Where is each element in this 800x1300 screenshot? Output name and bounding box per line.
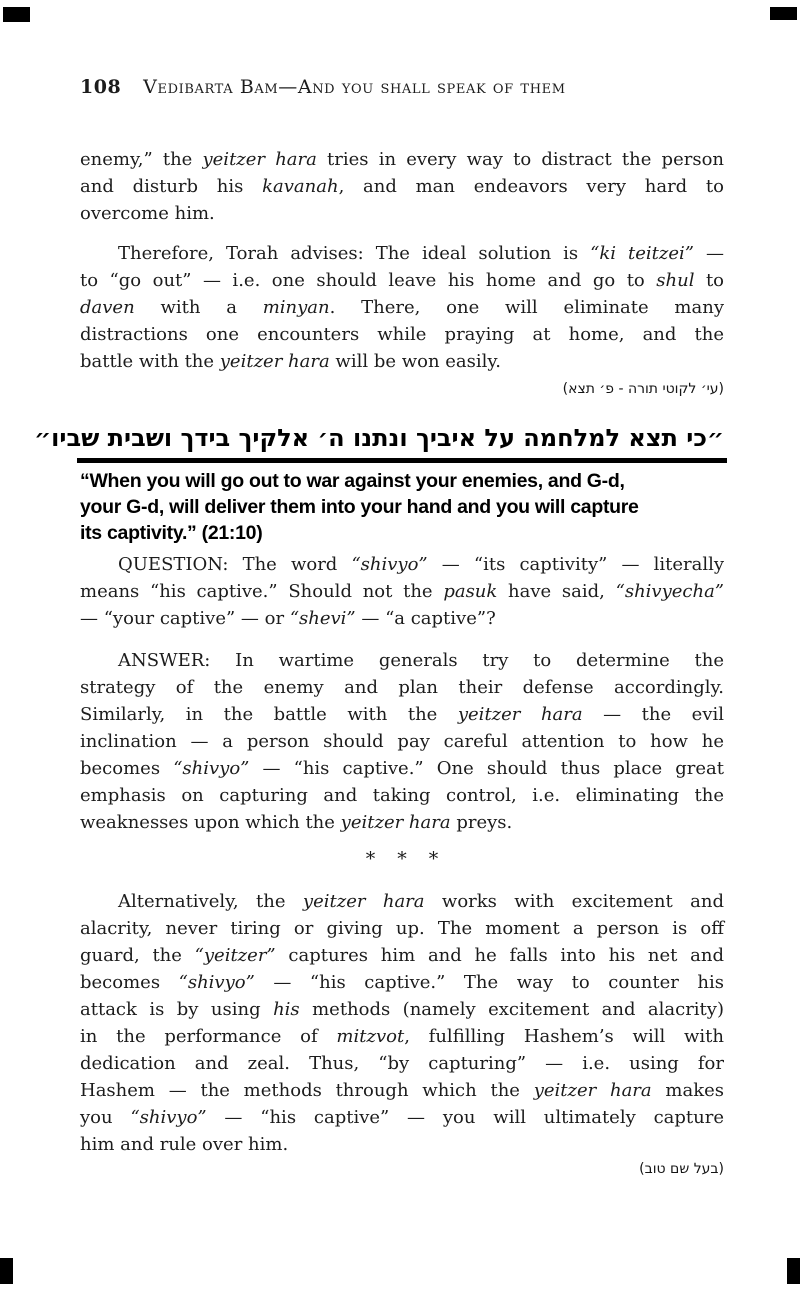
text-line <box>80 551 724 578</box>
text-line <box>80 674 724 701</box>
text-line <box>80 647 724 674</box>
text-segment: you <box>80 1107 131 1128</box>
text-segment: alacrity, never tiring or giving up. The moment a person is off <box>80 918 724 939</box>
italic-term: his <box>273 999 300 1020</box>
text-segment: — “its captivity” — literally <box>427 554 725 575</box>
text-segment: have said, <box>497 581 616 602</box>
italic-term: “shivyo” <box>130 1107 207 1128</box>
text-segment: Alternatively, the <box>118 891 303 912</box>
italic-term: yeitzer hara <box>202 149 317 170</box>
italic-term: yeitzer hara <box>219 351 330 372</box>
text-line <box>80 294 724 321</box>
text-segment: “When you will go out to war against your enemies, and G-d, <box>80 470 625 492</box>
text-segment: your G-d, will deliver them into your hand and you will capture <box>80 496 639 518</box>
italic-term: “shivyo” <box>178 972 255 993</box>
text-segment: works with excitement and <box>424 891 724 912</box>
text-line <box>80 520 724 546</box>
text-line <box>80 200 724 227</box>
text-segment: to <box>694 270 725 291</box>
text-line <box>80 701 724 728</box>
text-segment: means “his captive.” Should not the <box>80 581 444 602</box>
text-segment: Hashem — the methods through which the <box>80 1080 534 1101</box>
text-segment: — “your captive” — or <box>80 608 290 629</box>
text-segment: — “a captive”? <box>355 608 496 629</box>
text-segment: . There, one will eliminate many <box>329 297 724 318</box>
page-number: 108 <box>80 76 122 98</box>
text-line <box>80 1023 724 1050</box>
heading-divider-rule <box>77 458 727 463</box>
paragraph-therefore <box>80 240 724 375</box>
hebrew-verse-heading: ״כי תצא למלחמה על איביך ונתנו ה׳ אלקיך בידך ושבית שביו״ <box>34 424 724 452</box>
italic-term: “shevi” <box>289 608 356 629</box>
text-segment: QUESTION: The word <box>118 554 352 575</box>
text-segment: will be won easily. <box>329 351 501 372</box>
text-segment: weaknesses upon which the <box>80 812 341 833</box>
text-segment: dedication and zeal. Thus, “by capturing” — i.e. using for <box>80 1053 724 1074</box>
text-segment: ANSWER: In wartime generals try to determine the <box>118 650 724 671</box>
text-segment: distractions one encounters while praying at home, and the <box>80 324 724 345</box>
text-line <box>80 468 724 494</box>
text-line <box>80 915 724 942</box>
text-line <box>80 240 724 267</box>
text-segment: preys. <box>450 812 513 833</box>
italic-term: “yeitzer” <box>194 945 276 966</box>
scan-corner-mark-top-right <box>770 7 797 20</box>
text-segment: its captivity.” (21:10) <box>80 522 263 544</box>
italic-term: mitzvot <box>336 1026 405 1047</box>
text-segment: in the performance of <box>80 1026 337 1047</box>
text-line <box>80 348 724 375</box>
text-segment: to “go out” — i.e. one should leave his home and go to <box>80 270 657 291</box>
text-segment: inclination — a person should pay careful attention to how he <box>80 731 724 752</box>
text-segment: makes <box>651 1080 724 1101</box>
italic-term: “ki teitzei” <box>590 243 694 264</box>
text-segment: guard, the <box>80 945 195 966</box>
paragraph-question <box>80 551 724 632</box>
italic-term: shul <box>656 270 695 291</box>
source-citation-baal-shem-tov: (בעל שם טוב) <box>639 1161 724 1177</box>
text-segment: becomes <box>80 972 179 993</box>
text-segment: , fulfilling Hashem’s will with <box>404 1026 724 1047</box>
italic-term: yeitzer hara <box>457 704 583 725</box>
text-line <box>80 1077 724 1104</box>
text-line <box>80 1131 724 1158</box>
text-line <box>80 1104 724 1131</box>
text-line <box>80 969 724 996</box>
text-segment: attack is by using <box>80 999 274 1020</box>
text-line <box>80 578 724 605</box>
italic-term: yeitzer hara <box>533 1080 652 1101</box>
text-segment: with a <box>134 297 263 318</box>
text-line <box>80 809 724 836</box>
text-segment: — the evil <box>582 704 725 725</box>
text-segment: strategy of the enemy and plan their defense accordingly. <box>80 677 724 698</box>
book-title: Vedibarta Bam—And you shall speak of them <box>143 76 566 98</box>
text-segment: methods (namely excitement and alacrity) <box>299 999 724 1020</box>
verse-translation-heading <box>80 468 724 546</box>
paragraph-alternatively <box>80 888 724 1158</box>
text-line <box>80 605 724 632</box>
text-line <box>80 755 724 782</box>
text-segment: him and rule over him. <box>80 1134 289 1155</box>
text-segment: — “his captive” — you will ultimately capture <box>206 1107 724 1128</box>
text-segment: and disturb his <box>80 176 263 197</box>
text-segment: , and man endeavors very hard to <box>338 176 724 197</box>
text-line <box>80 173 724 200</box>
italic-term: yeitzer hara <box>340 812 451 833</box>
text-segment: becomes <box>80 758 174 779</box>
running-header <box>80 76 724 98</box>
text-segment: — <box>694 243 724 264</box>
scan-corner-mark-bottom-left <box>0 1258 13 1284</box>
text-segment: overcome him. <box>80 203 215 224</box>
text-segment: tries in every way to distract the person <box>316 149 725 170</box>
italic-term: “shivyo” <box>351 554 428 575</box>
text-segment: — “his captive.” The way to counter his <box>254 972 724 993</box>
text-line <box>80 942 724 969</box>
text-line <box>80 996 724 1023</box>
italic-term: minyan <box>262 297 330 318</box>
text-segment: battle with the <box>80 351 220 372</box>
text-line <box>80 728 724 755</box>
paragraph-continuation <box>80 146 724 227</box>
text-segment: captures him and he falls into his net and <box>275 945 724 966</box>
italic-term: “shivyecha” <box>615 581 725 602</box>
scan-corner-mark-top-left <box>3 7 30 22</box>
text-line <box>80 321 724 348</box>
italic-term: daven <box>80 297 135 318</box>
text-line <box>80 267 724 294</box>
text-line <box>80 888 724 915</box>
text-segment: enemy,” the <box>80 149 203 170</box>
text-line <box>80 782 724 809</box>
italic-term: pasuk <box>443 581 498 602</box>
italic-term: “shivyo” <box>173 758 250 779</box>
text-line <box>80 146 724 173</box>
text-segment: Similarly, in the battle with the <box>80 704 458 725</box>
text-segment: — “his captive.” One should thus place great <box>249 758 724 779</box>
italic-term: kavanah <box>262 176 339 197</box>
scan-corner-mark-bottom-right <box>787 1258 800 1284</box>
text-segment: Therefore, Torah advises: The ideal solution is <box>118 243 591 264</box>
asterisk-separator: * * * <box>365 848 439 870</box>
text-line <box>80 494 724 520</box>
text-line <box>80 1050 724 1077</box>
italic-term: yeitzer hara <box>302 891 425 912</box>
paragraph-answer <box>80 647 724 836</box>
source-citation-likutei-torah: (עי׳ לקוטי תורה - פ׳ תצא) <box>562 381 724 397</box>
text-segment: emphasis on capturing and taking control, i.e. eliminating the <box>80 785 724 806</box>
